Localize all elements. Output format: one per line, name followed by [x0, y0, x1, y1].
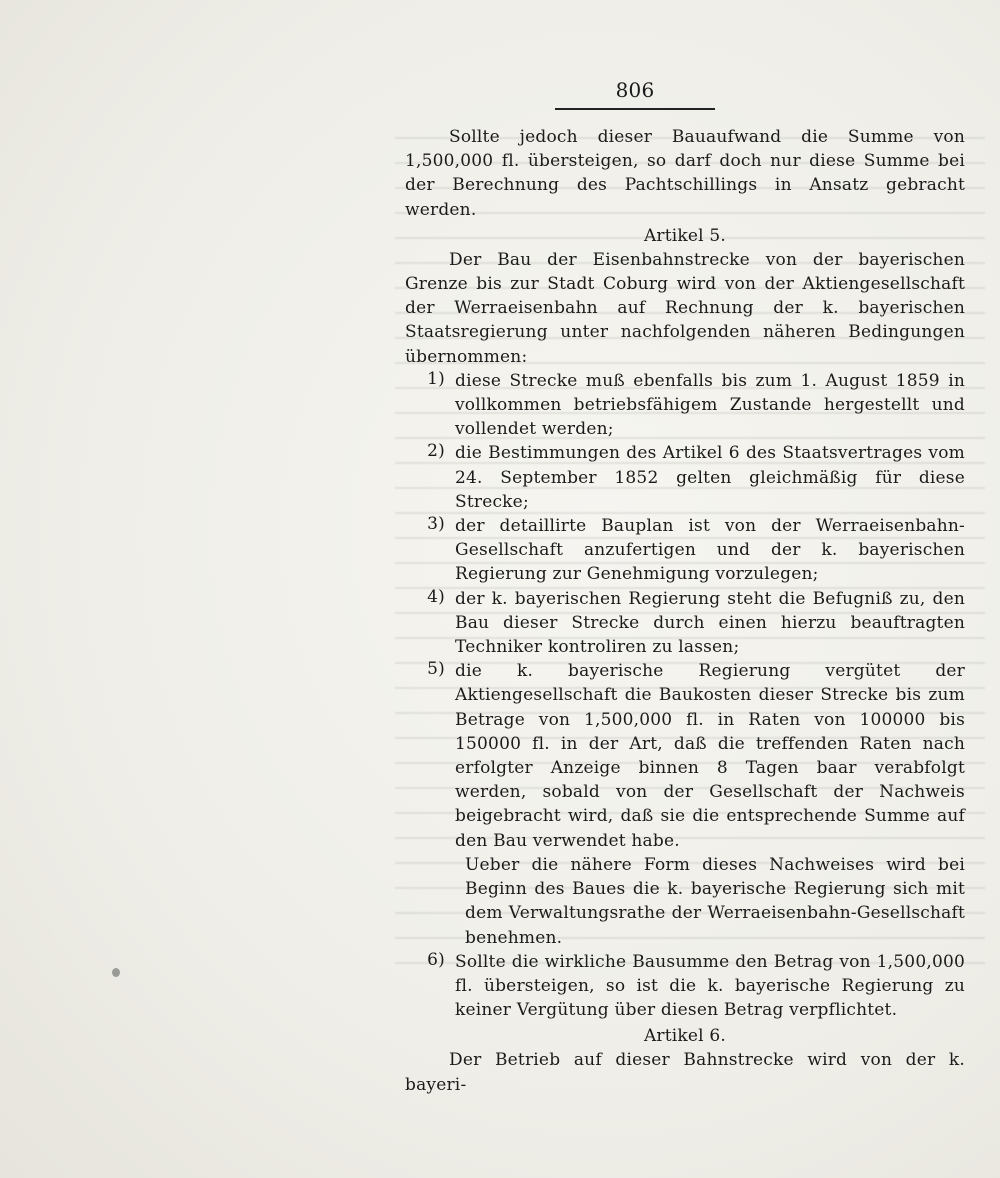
list-item [405, 369, 965, 442]
list-item-number: 6) [427, 949, 445, 970]
paper-speck [112, 968, 120, 977]
intro-paragraph: Sollte jedoch dieser Bauaufwand die Summe von 1,500,000 fl. übersteigen, so darf doch nur diese Summe bei der Berechnung des Pachtschillings in Ansatz gebracht werden. [405, 127, 965, 220]
list-item-text: die k. bayerische Regierung vergütet der Aktiengesellschaft die Baukosten dieser Strecke bis zum Betrage von 1,500,000 fl. in Raten von 100000 bis 150000 fl. in der Art, daß die treffenden Raten nach erfolgter Anzeige binnen 8 Tagen baar verabfolgt werden, sobald von der Gesellschaft der Nachweis beigebracht wird, daß sie die entsprechende Summe auf den Bau verwendet habe. [455, 661, 965, 851]
list-item-number: 3) [427, 514, 445, 535]
page-text [405, 78, 965, 1097]
article-5-heading: Artikel 5. [643, 225, 727, 246]
continuation-text: Ueber die nähere Form dieses Nachweises wird bei Beginn des Baues die k. bayerische Regierung sich mit dem Verwaltungsrathe der Werraeisenbahn-Gesellschaft benehmen. [465, 854, 965, 948]
list-item-number: 5) [427, 659, 445, 680]
list-item-number: 1) [427, 368, 445, 389]
list-item [405, 514, 965, 587]
list-item-text: der k. bayerischen Regierung steht die Befugniß zu, den Bau dieser Strecke durch einen hierzu beauftragten Techniker kontroliren zu lassen; [455, 588, 965, 658]
list-item [405, 950, 965, 1023]
list-item-continuation [405, 853, 965, 950]
list-item-number: 2) [427, 441, 445, 462]
list-item-text: der detaillirte Bauplan ist von der Werraeisenbahn-Gesellschaft anzufertigen und der k. bayerischen Regierung zur Genehmigung vorzulegen; [455, 516, 965, 585]
article-6-heading: Artikel 6. [643, 1026, 727, 1047]
article-5-paragraph: Der Bau der Eisenbahnstrecke von der bayerischen Grenze bis zur Stadt Coburg wird von der Aktiengesellschaft der Werraeisenbahn auf Rechnung der k. bayerischen Staatsregierung unter nachfolgenden näheren Bedingungen übernommen: [405, 249, 965, 367]
list-item [405, 659, 965, 853]
page-number: 806 [555, 78, 715, 110]
list-item-text: die Bestimmungen des Artikel 6 des Staatsvertrages vom 24. September 1852 gelten gleichmäßig für diese Strecke; [455, 443, 965, 512]
list-item-text: diese Strecke muß ebenfalls bis zum 1. August 1859 in vollkommen betriebsfähigem Zustande hergestellt und vollendet werden; [455, 370, 965, 440]
list-item [405, 587, 965, 660]
article-6-paragraph: Der Betrieb auf dieser Bahnstrecke wird von der k. bayeri- [405, 1050, 965, 1095]
list-item-text: Sollte die wirkliche Bausumme den Betrag von 1,500,000 fl. übersteigen, so ist die k. bayerische Regierung zu keiner Vergütung über diesen Betrag verpflichtet. [455, 951, 965, 1021]
list-item-number: 4) [427, 586, 445, 607]
list-item [405, 441, 965, 514]
